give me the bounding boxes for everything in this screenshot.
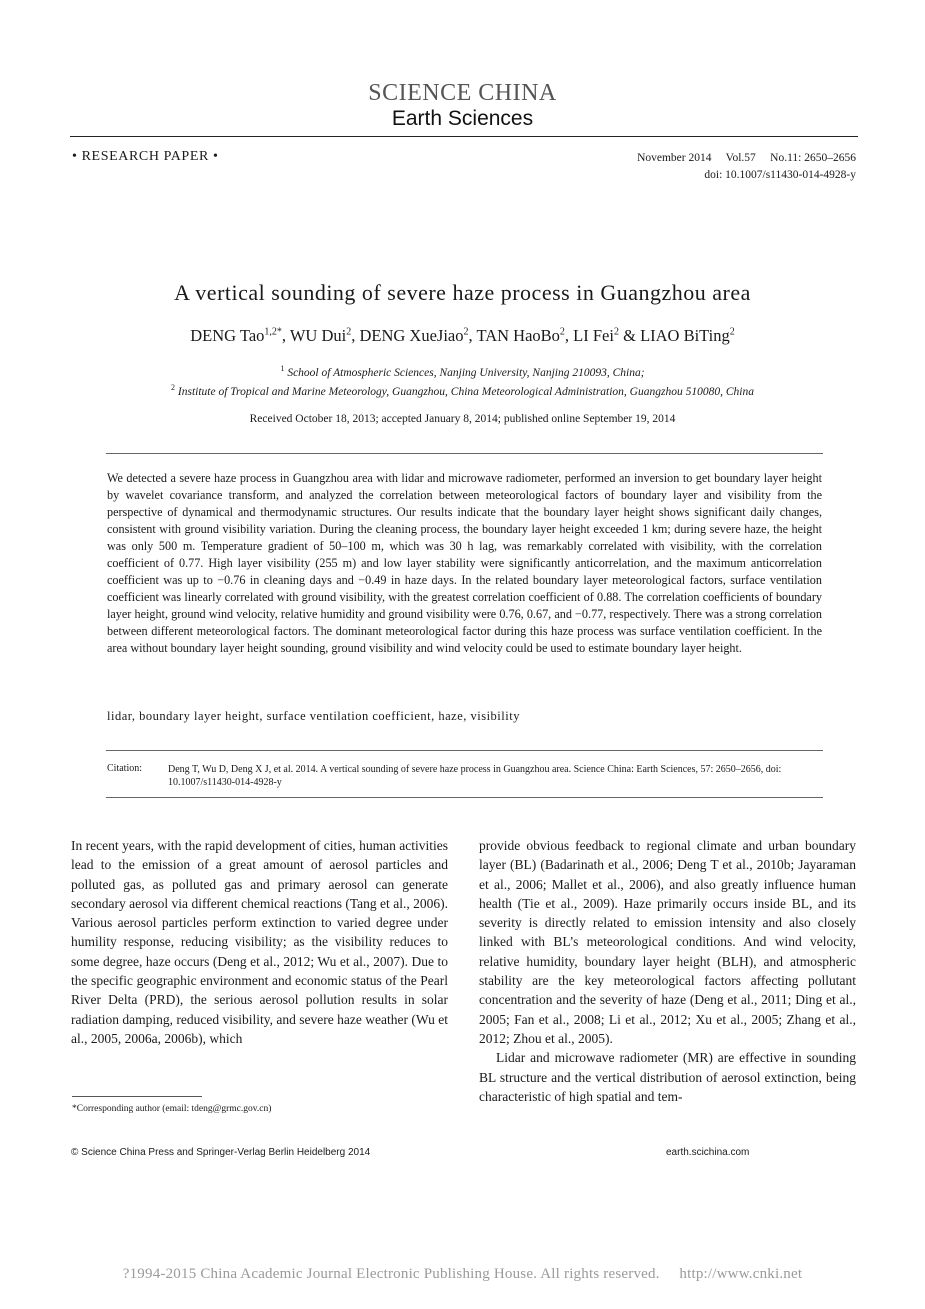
- author-name: DENG XueJiao: [359, 326, 464, 345]
- author-separator: ,: [281, 326, 290, 345]
- abstract-top-rule: [106, 453, 823, 454]
- abstract: We detected a severe haze process in Guangzhou area with lidar and microwave radiometer, performed an inversion to get boundary layer height by wavelet covariance transform, and analyzed the correlation between meteorological factors of boundary layer and visibility from the perspective of dynamical and thermodynamic structures. Our results indicate that the boundary layer height shows significant daily changes, consistent with ground visibility variation. During the cleaning process, the boundary layer height exceeded 1 km; during severe haze, the height was only 500 m. Temperature gradient of 50–100 m, which was 30 h lag, was remarkably correlated with visibility, with the correlation coefficient of 0.77. High layer visibility (255 m) and low layer stability were significantly anticorrelation, and the maximum anticorrelation coefficient was up to −0.76 in cleaning days and −0.49 in haze days. In the related boundary layer meteorological factors, surface ventilation coefficient was linearly correlated with ground visibility, with the greatest correlation coefficient of 0.88. The correlation coefficients of boundary layer height, ground wind velocity, relative humidity and ground visibility were 0.76, 0.67, and −0.77, respectively. There was a strong correlation between different meteorological factors. The dominant meteorological factor during this haze process was surface ventilation coefficient. In the area without boundary layer height sounding, ground visibility and wind velocity could be used to estimate boundary layer height.: [107, 471, 822, 656]
- author-name: WU Dui: [289, 326, 347, 345]
- author-affiliation-marker: 2: [729, 326, 735, 338]
- received-dates: Received October 18, 2013; accepted January 8, 2014; published online September 19, 2014: [249, 413, 676, 425]
- body-left-column: [71, 836, 448, 1048]
- issue-info: [637, 150, 856, 184]
- author-separator: &: [618, 326, 641, 345]
- corresponding-author-footnote: *Corresponding author (email: tdeng@grmc.gov.cn): [72, 1104, 272, 1114]
- doi: doi: 10.1007/s11430-014-4928-y: [704, 169, 856, 181]
- body-paragraph: Lidar and microwave radiometer (MR) are effective in sounding BL structure and the vertical distribution of aerosol extinction, being characteristic of high spatial and tem-: [479, 1050, 856, 1104]
- body-paragraph: provide obvious feedback to regional climate and urban boundary layer (BL) (Badarinath et al., 2006; Deng T et al., 2010b; Jayaraman et al., 2006; Mallet et al., 2006), and also greatly influence human health (Tie et al., 2009). Haze primarily occurs inside BL, and its severity is directly related to emission intensity and also closely linked with BL’s meteorological conditions. And wind velocity, relative humidity, boundary layer height (BLH), and atmospheric stability are the key meteorological factors affecting pollutant concentration and the severity of haze (Deng et al., 2011; Ding et al., 2005; Fan et al., 2008; Li et al., 2012; Xu et al., 2005; Zhang et al., 2012; Zhou et al., 2005).: [479, 838, 856, 1046]
- author-name: LIAO BiTing: [640, 326, 730, 345]
- issue-line: November 2014 Vol.57 No.11: 2650–2656: [637, 152, 856, 164]
- journal-subtitle: Earth Sciences: [391, 107, 534, 130]
- affiliation-2: [0, 383, 925, 398]
- author-affiliation-marker: 2: [613, 326, 619, 338]
- header-rule: [70, 136, 858, 137]
- author-list: [0, 326, 925, 346]
- body-right-column: [479, 836, 856, 1106]
- author-separator: ,: [351, 326, 360, 345]
- body-paragraph: In recent years, with the rapid development of cities, human activities lead to the emission of a great amount of aerosol particles and polluted gas, as polluted gas and primary aerosol can generate secondary aerosol via different chemical reactions (Tang et al., 2006). Various aerosol particles perform extinction to varied degree under humility response, reducing visibility; as the visibility reduces to some degree, haze occurs (Deng et al., 2012; Wu et al., 2007). Due to the specific geographic environment and economic status of the Pearl River Delta (PRD), the serious aerosol pollution results in solar radiation damping, reduced visibility, and severe haze weather (Wu et al., 2005, 2006a, 2006b), which: [71, 838, 448, 1046]
- citation-label: Citation:: [107, 763, 142, 774]
- citation-top-rule: [106, 750, 823, 751]
- affiliation-1: [0, 364, 925, 379]
- author-name: DENG Tao: [190, 326, 265, 345]
- keywords: lidar, boundary layer height, surface ventilation coefficient, haze, visibility: [107, 709, 520, 723]
- copyright: © Science China Press and Springer-Verlag Berlin Heidelberg 2014: [71, 1147, 371, 1158]
- author-separator: ,: [468, 326, 477, 345]
- journal-name: SCIENCE CHINA: [368, 80, 557, 106]
- affiliation-2-marker: 2: [171, 383, 176, 392]
- author-affiliation-marker: 2: [559, 326, 565, 338]
- author-name: LI Fei: [573, 326, 614, 345]
- author-affiliation-marker: 2: [463, 326, 469, 338]
- citation-text: Deng T, Wu D, Deng X J, et al. 2014. A vertical sounding of severe haze process in Guangzhou area. Science China: Earth Sciences, 57: 2650–2656, doi: 10.1007/s11430-014-4928-y: [168, 764, 782, 788]
- article-type: • RESEARCH PAPER •: [72, 149, 219, 164]
- cnki-watermark: ?1994-2015 China Academic Journal Electronic Publishing House. All rights reserved. http://www.cnki.net: [122, 1266, 803, 1282]
- citation-bottom-rule: [106, 797, 823, 798]
- journal-website: earth.scichina.com: [666, 1147, 750, 1158]
- author-separator: ,: [564, 326, 574, 345]
- affiliation-1-text: School of Atmospheric Sciences, Nanjing University, Nanjing 210093, China;: [287, 366, 645, 379]
- footnote-rule: [72, 1096, 202, 1097]
- author-affiliation-marker: 1,2*: [264, 326, 282, 338]
- author-name: TAN HaoBo: [476, 326, 560, 345]
- affiliation-1-marker: 1: [280, 364, 285, 373]
- article-title: A vertical sounding of severe haze process in Guangzhou area: [174, 280, 751, 305]
- affiliation-2-text: Institute of Tropical and Marine Meteorology, Guangzhou, China Meteorological Administration, Guangzhou 510080, China: [177, 385, 754, 398]
- author-affiliation-marker: 2: [346, 326, 352, 338]
